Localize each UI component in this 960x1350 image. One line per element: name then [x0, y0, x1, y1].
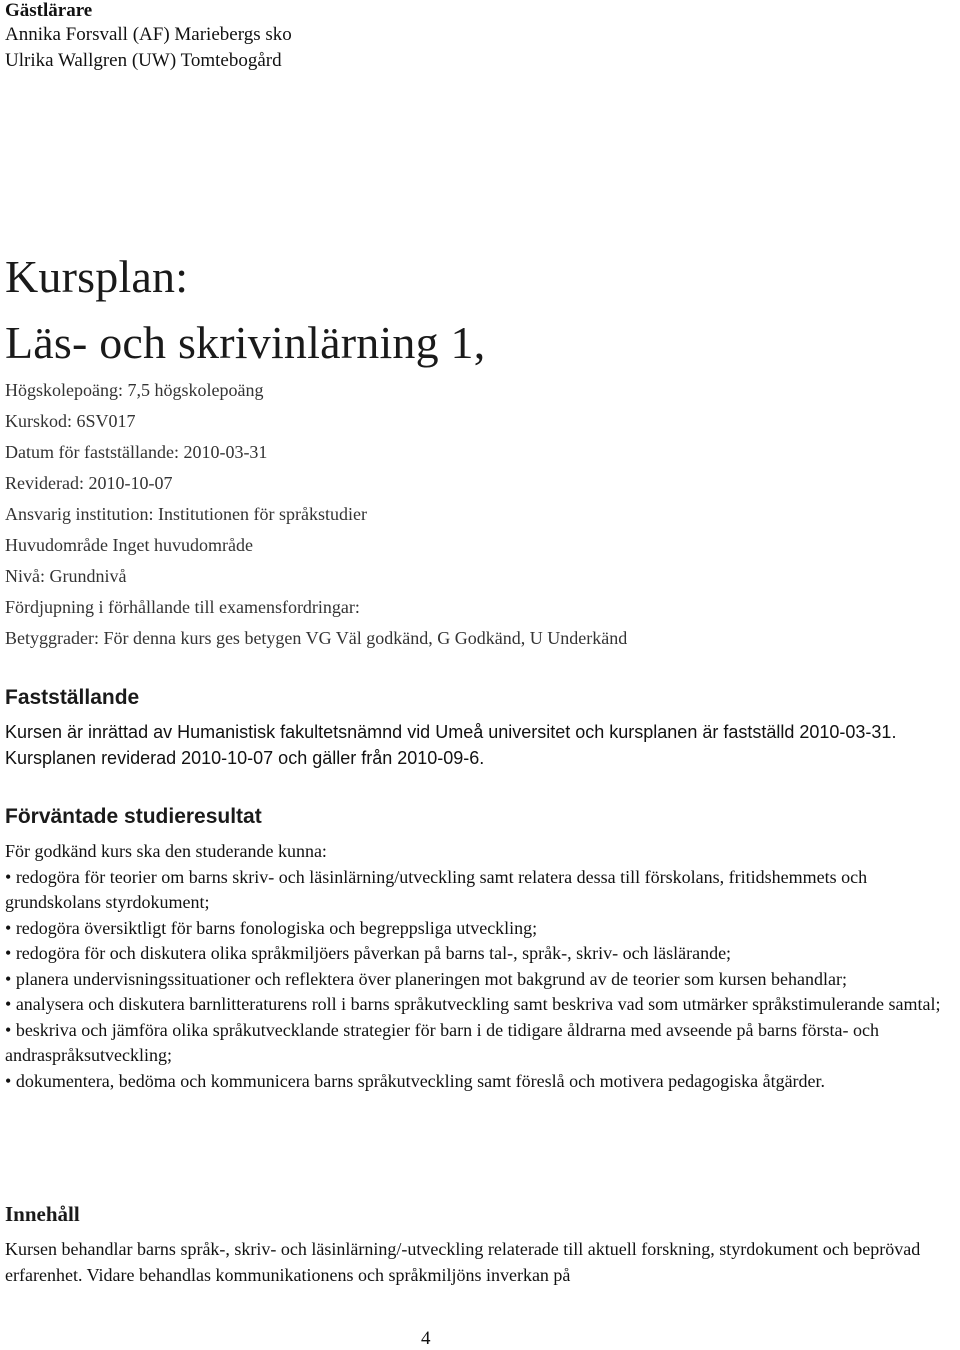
meta-revised-date: Reviderad: 2010-10-07 [5, 473, 173, 493]
list-item [5, 916, 955, 942]
guest-teacher-line: Annika Forsvall (AF) Mariebergs sko [5, 24, 292, 45]
list-item [5, 1069, 955, 1095]
guest-teacher-line: Ulrika Wallgren (UW) Tomtebogård [5, 50, 282, 71]
page-number: 4 [421, 1328, 431, 1349]
meta-progression: Fördjupning i förhållande till examensfordringar: [5, 597, 360, 617]
list-item [5, 992, 955, 1018]
meta-institution: Ansvarig institution: Institutionen för språkstudier [5, 504, 367, 524]
list-item [5, 967, 955, 993]
bullet-icon: • [5, 994, 12, 1014]
course-title: Kursplan: [5, 251, 189, 302]
meta-credits: Högskolepoäng: 7,5 högskolepoäng [5, 380, 264, 400]
list-item-text: beskriva och jämföra olika språkutvecklande strategier för barn i de tidigare åldrarna med avseende på barns första- och andraspråksutveckling; [5, 1019, 879, 1065]
innehall-text [5, 1237, 955, 1288]
resultat-list [5, 865, 955, 1095]
meta-course-code: Kurskod: 6SV017 [5, 411, 136, 431]
list-item-text: dokumentera, bedöma och kommunicera barns språkutveckling samt föreslå och motivera pedagogiska åtgärder. [15, 1070, 826, 1091]
section-heading-faststallande: Fastställande [5, 686, 140, 709]
faststallande-paragraph: Kursen är inrättad av Humanistisk fakultetsnämnd vid Umeå universitet och kursplanen är fastställd 2010-03-31. Kursplanen reviderad 2010-10-07 och gäller från 2010-09-6. [5, 722, 897, 768]
list-item [5, 1018, 955, 1069]
faststallande-text [5, 720, 955, 771]
course-subtitle: Läs- och skrivinlärning 1, [5, 317, 486, 368]
bullet-icon: • [5, 866, 12, 887]
section-heading-innehall: Innehåll [5, 1202, 80, 1226]
list-item [5, 941, 955, 967]
list-item-text: analysera och diskutera barnlitteraturens roll i barns språkutveckling samt beskriva vad som utmärker språkstimulerande samtal; [15, 994, 941, 1014]
bullet-icon: • [5, 943, 12, 963]
resultat-intro: För godkänd kurs ska den studerande kunna: [5, 841, 327, 861]
list-item [5, 865, 955, 916]
guest-teachers-heading: Gästlärare [5, 0, 93, 21]
resultat-section [5, 839, 955, 1094]
section-heading-resultat: Förväntade studieresultat [5, 805, 262, 828]
bullet-icon: • [5, 1070, 12, 1091]
bullet-icon: • [5, 968, 12, 989]
list-item-text: redogöra för teorier om barns skriv- och läsinlärning/utveckling samt relatera dessa till förskolans, fritidshemmets och grundskolans styrdokument; [5, 866, 868, 912]
meta-level: Nivå: Grundnivå [5, 566, 127, 586]
list-item-text: redogöra för och diskutera olika språkmiljöers påverkan på barns tal-, språk-, skriv- och läslärande; [15, 943, 732, 963]
bullet-icon: • [5, 1019, 12, 1040]
list-item-text: redogöra översiktligt för barns fonologiska och begreppsliga utveckling; [15, 917, 538, 938]
meta-main-field: Huvudområde Inget huvudområde [5, 535, 253, 555]
list-item-text: planera undervisningssituationer och reflektera över planeringen mot bakgrund av de teorier som kursen behandlar; [15, 968, 848, 989]
bullet-icon: • [5, 917, 12, 938]
innehall-paragraph: Kursen behandlar barns språk-, skriv- och läsinlärning/-utveckling relaterade till aktuell forskning, styrdokument och beprövad erfarenhet. Vidare behandlas kommunikationens och språkmiljöns inverkan på [5, 1239, 921, 1285]
meta-established-date: Datum för fastställande: 2010-03-31 [5, 442, 268, 462]
meta-grades: Betyggrader: För denna kurs ges betygen VG Väl godkänd, G Godkänd, U Underkänd [5, 628, 628, 648]
